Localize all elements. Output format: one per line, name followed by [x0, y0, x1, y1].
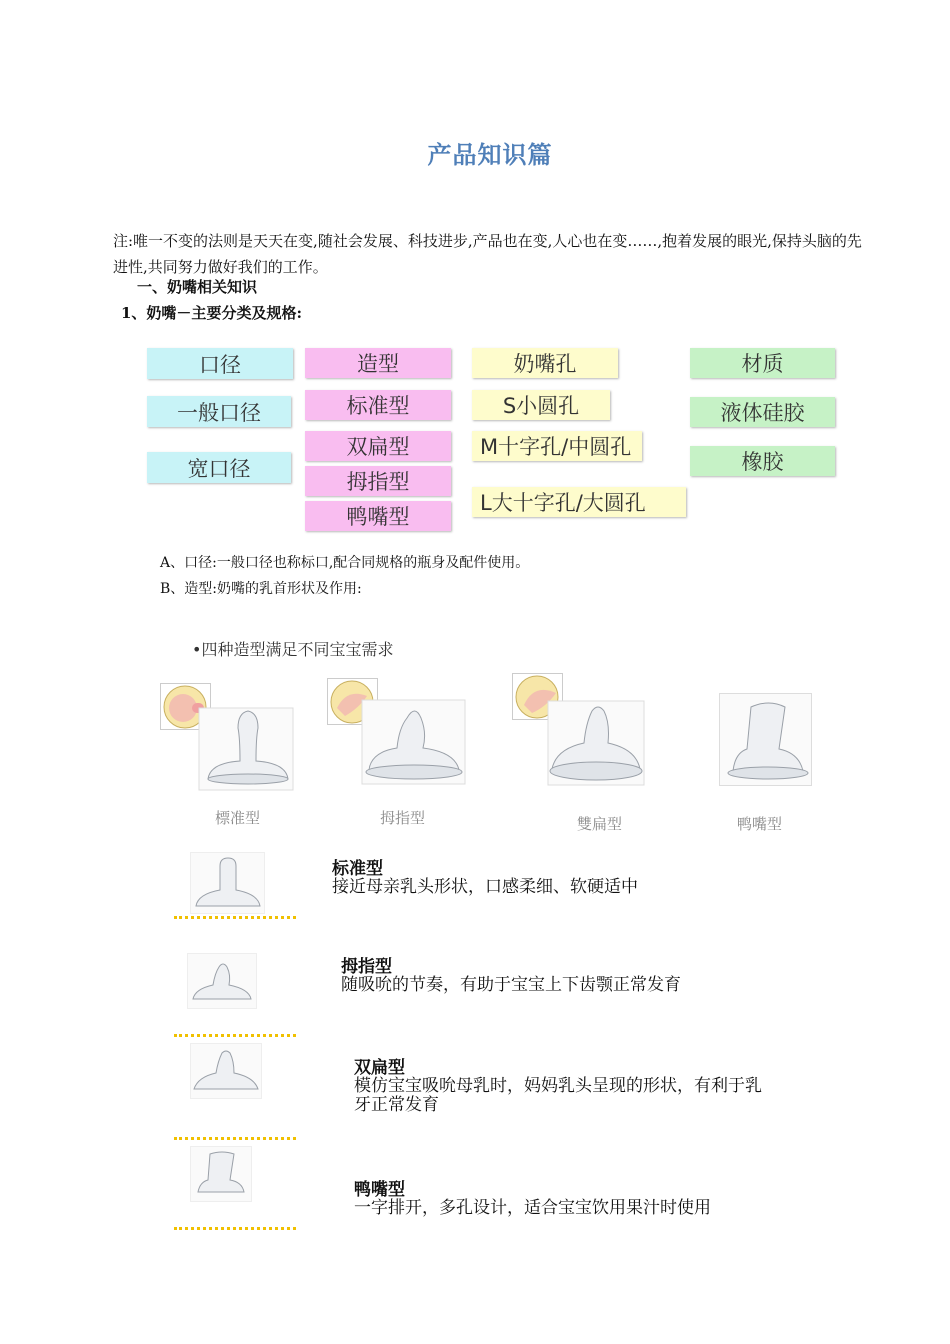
figure-caption: •四种造型满足不同宝宝需求	[192, 640, 394, 659]
hole-small: S小圆孔	[472, 390, 610, 420]
caliber-standard: 一般口径	[147, 396, 291, 427]
hole-medium: M十字孔/中圆孔	[472, 431, 642, 461]
shape-duckbill: 鸭嘴型	[305, 501, 451, 531]
material-silicone: 液体硅胶	[690, 397, 835, 427]
section-heading: 一、奶嘴相关知识	[137, 278, 258, 296]
shape-header: 造型	[305, 348, 451, 378]
type-desc-double-flat-line2: 牙正常发育	[354, 1095, 439, 1115]
paragraph-a: A、口径:一般口径也称标口,配合同规格的瓶身及配件使用。	[160, 555, 530, 571]
type-title-standard: 标准型	[332, 859, 383, 879]
type-title-double-flat: 双扁型	[354, 1058, 405, 1078]
standard-thumbnail	[190, 852, 265, 914]
thumb-nipple-image	[327, 678, 467, 788]
standard-nipple-image	[160, 683, 295, 793]
divider-2	[174, 1034, 296, 1037]
figure-label-duckbill: 鸭嘴型	[737, 815, 783, 833]
page-title: 产品知识篇	[427, 140, 553, 169]
hole-header: 奶嘴孔	[472, 348, 618, 378]
figure-label-standard: 標准型	[215, 809, 261, 827]
paragraph-b: B、造型:奶嘴的乳首形状及作用:	[160, 581, 362, 597]
caliber-header: 口径	[147, 348, 293, 379]
hole-large: L大十字孔/大圆孔	[472, 487, 686, 517]
type-desc-double-flat-line1: 模仿宝宝吸吮母乳时，妈妈乳头呈现的形状，有利于乳	[354, 1076, 762, 1096]
shape-standard: 标准型	[305, 390, 451, 420]
double-flat-thumbnail	[190, 1043, 262, 1099]
material-header: 材质	[690, 348, 835, 378]
figure-label-thumb: 拇指型	[380, 809, 426, 827]
subsection-heading: 1、奶嘴－主要分类及规格:	[121, 304, 302, 322]
duckbill-thumbnail	[190, 1146, 252, 1202]
divider-1	[174, 916, 296, 919]
caliber-wide: 宽口径	[147, 452, 291, 483]
duckbill-nipple-image	[719, 693, 814, 788]
type-desc-thumb: 随吸吮的节奏，有助于宝宝上下齿颚正常发育	[341, 975, 681, 995]
figure-label-double-flat: 雙扁型	[577, 815, 623, 833]
shape-double-flat: 双扁型	[305, 431, 451, 461]
type-title-thumb: 拇指型	[341, 957, 392, 977]
type-title-duckbill: 鸭嘴型	[354, 1180, 405, 1200]
shape-thumb: 拇指型	[305, 466, 451, 496]
divider-3	[174, 1137, 296, 1140]
intro-note: 注:唯一不变的法则是天天在变,随社会发展、科技进步,产品也在变,人心也在变……,抱着发展的眼光,保持头脑的先进性,共同努力做好我们的工作。	[113, 232, 862, 276]
double-flat-nipple-image	[512, 673, 647, 788]
type-desc-duckbill: 一字排开，多孔设计，适合宝宝饮用果汁时使用	[354, 1198, 711, 1218]
material-rubber: 橡胶	[690, 446, 835, 476]
type-desc-standard: 接近母亲乳头形状，口感柔细、软硬适中	[332, 877, 638, 897]
thumb-thumbnail	[187, 953, 257, 1009]
divider-4	[174, 1227, 296, 1230]
